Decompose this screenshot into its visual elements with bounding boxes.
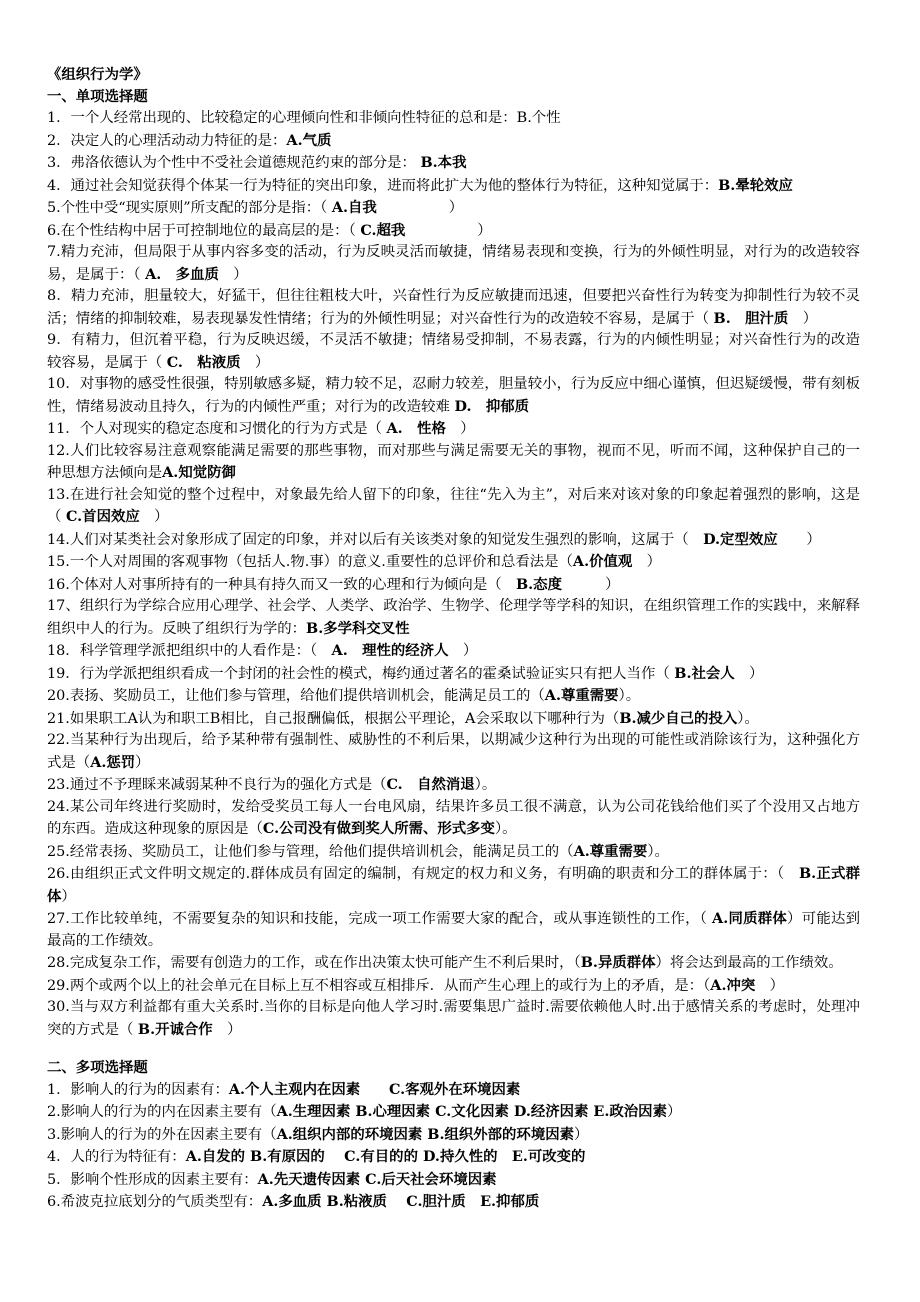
question-item: 17、组织行为学综合应用心理学、社会学、人类学、政治学、生物学、伦理学等学科的知识，在组织管理工作的实践中，来解释组织中人的行为。反映了组织行为学的：B.多学科交叉性 — [47, 598, 860, 637]
question-item: 26.由组织正式文件明文规定的.群体成员有固定的编制，有规定的权力和义务，有明确的职责和分工的群体属于：（ B.正式群体） — [47, 865, 860, 905]
question-item: 11．个人对现实的稳定态度和习惯化的行为方式是（ A. 性格 ） — [47, 420, 475, 437]
single-choice-list — [47, 107, 860, 1041]
question-item: 8．精力充沛，胆量较大，好猛干，但往往粗枝大叶，兴奋性行为反应敏捷而迅速，但要把兴奋性行为转变为抑制性行为较不灵活；情绪的抑制较难，易表现暴发性情绪；行为的外倾性明显；对兴奋性行为的改造较不容易，是属于（ B. 胆汁质 ） — [47, 288, 860, 327]
section-heading-multiple-choice: 二、多项选择题 — [47, 1059, 148, 1076]
question-item: 18．科学管理学派把组织中的人看作是：（ A. 理性的经济人 ） — [47, 642, 478, 659]
section-spacer — [47, 1041, 860, 1057]
question-item: 20.表扬、奖励员工，让他们参与管理，给他们提供培训机会，能满足员工的（A.尊重需要）。 — [47, 687, 641, 704]
question-item: 6.希波克拉底划分的气质类型有：A.多血质 B.粘液质 C.胆汁质 E.抑郁质 — [47, 1193, 540, 1210]
question-item: 14.人们对某类社会对象形成了固定的印象，并对以后有关该类对象的知觉发生强烈的影响，这属于（ D.定型效应 ） — [47, 530, 821, 548]
question-item: 21.如果职工A认为和职工B相比，自己报酬偏低，根据公平理论，A会采取以下哪种行为（B.减少自己的投入）。 — [47, 709, 759, 727]
question-item: 29.两个或两个以上的社会单元在目标上互不相容或互相排斥．从而产生心理上的或行为上的矛盾，是：（A.冲突 ） — [47, 976, 785, 994]
multiple-choice-list — [47, 1079, 860, 1214]
question-item: 25.经常表扬、奖励员工，让他们参与管理，给他们提供培训机会，能满足员工的（A.尊重需要）。 — [47, 842, 669, 860]
question-item: 13.在进行社会知觉的整个过程中，对象最先给人留下的印象，往往“先入为主”，对后来对该对象的印象起着强烈的影响，这是（ C.首因效应 ） — [47, 486, 860, 525]
question-item: 19．行为学派把组织看成一个封闭的社会性的模式，梅约通过著名的霍桑试验证实只有把人当作（ B.社会人 ） — [47, 664, 764, 682]
question-item: 2．决定人的心理活动动力特征的是：A.气质 — [47, 131, 332, 149]
question-item: 3.影响人的行为的外在因素主要有（A.组织内部的环境因素 B.组织外部的环境因素） — [47, 1125, 589, 1143]
document-title: 《组织行为学》 — [47, 66, 148, 83]
question-item: 24.某公司年终进行奖励时，发给受奖员工每人一台电风扇，结果许多员工很不满意，认为公司花钱给他们买了个没用又占地方的东西。造成这种现象的原因是（C.公司没有做到奖人所需、形式多变）。 — [47, 798, 860, 837]
question-item: 27.工作比较单纯，不需要复杂的知识和技能，完成一项工作需要大家的配合，或从事连锁性的工作，（ A.同质群体）可能达到最高的工作绩效。 — [47, 910, 860, 949]
question-item: 30.当与双方利益都有重大关系时.当你的目标是向他人学习时.需要集思广益时.需要依赖他人时.出于感情关系的考虑时，处理冲突的方式是（ B.开诚合作 ） — [47, 999, 860, 1038]
question-item: 3．弗洛依德认为个性中不受社会道德规范约束的部分是： B.本我 — [47, 154, 467, 171]
question-item: 16.个体对人对事所持有的一种具有持久而又一致的心理和行为倾向是（ B.态度 ） — [47, 575, 620, 593]
question-item: 1．影响人的行为的因素有：A.个人主观内在因素 C.客观外在环境因素 — [47, 1080, 521, 1098]
question-item: 6.在个性结构中居于可控制地位的最高层的是：（ C.超我 ） — [47, 221, 492, 239]
question-item: 23.通过不予理睬来减弱某种不良行为的强化方式是（C. 自然消退）。 — [47, 776, 497, 793]
question-item: 5.个性中受“现实原则”所支配的部分是指：（ A.自我 ） — [47, 199, 464, 216]
question-item: 28.完成复杂工作，需要有创造力的工作，或在作出决策太快可能产生不利后果时，（B.异质群体）将会达到最高的工作绩效。 — [47, 954, 843, 971]
question-item: 10．对事物的感受性很强，特别敏感多疑，精力较不足，忍耐力较差，胆量较小，行为反应中细心谨慎，但迟疑缓慢，带有刻板性，情绪易波动且持久，行为的内倾性严重；对行为的改造较难 D. 抑郁质 — [47, 376, 860, 415]
question-item: 1．一个人经常出现的、比较稳定的心理倾向性和非倾向性特征的总和是：B.个性 — [47, 110, 561, 126]
section-heading-single-choice: 一、单项选择题 — [47, 87, 148, 105]
question-item: 9．有精力，但沉着平稳，行为反映迟缓，不灵活不敏捷；情绪易受抑制，不易表露，行为的内倾性明显；对兴奋性行为的改造较容易，是属于（ C. 粘液质 ） — [47, 332, 860, 371]
question-item: 2.影响人的行为的内在因素主要有（A.生理因素 B.心理因素 C.文化因素 D.经济因素 E.政治因素） — [47, 1103, 682, 1120]
question-item: 4．通过社会知觉获得个体某一行为特征的突出印象，进而将此扩大为他的整体行为特征，这种知觉属于：B.晕轮效应 — [47, 176, 793, 194]
question-item: 12.人们比较容易注意观察能满足需要的那些事物，而对那些与满足需要无关的事物，视而不见，听而不闻，这种保护自己的一种思想方法倾向是A.知觉防御 — [47, 442, 860, 481]
question-item: 7.精力充沛，但局限于从事内容多变的活动，行为反映灵活而敏捷，情绪易表现和变换，行为的外倾性明显，对行为的改造较容易，是属于：（ A. 多血质 ） — [47, 244, 860, 283]
question-item: 22.当某种行为出现后，给予某种带有强制性、威胁性的不利后果，以期减少这种行为出现的可能性或消除该行为，这种强化方式是（A.惩罚） — [47, 732, 860, 771]
question-item: 15.一个人对周围的客观事物（包括人.物.事）的意义.重要性的总评价和总看法是（A.价值观 ） — [47, 553, 662, 570]
question-item: 5．影响个性形成的因素主要有：A.先天遗传因素 C.后天社会环境因素 — [47, 1170, 497, 1188]
question-item: 4．人的行为特征有：A.自发的 B.有原因的 C.有目的的 D.持久性的 E.可改变的 — [47, 1148, 586, 1165]
